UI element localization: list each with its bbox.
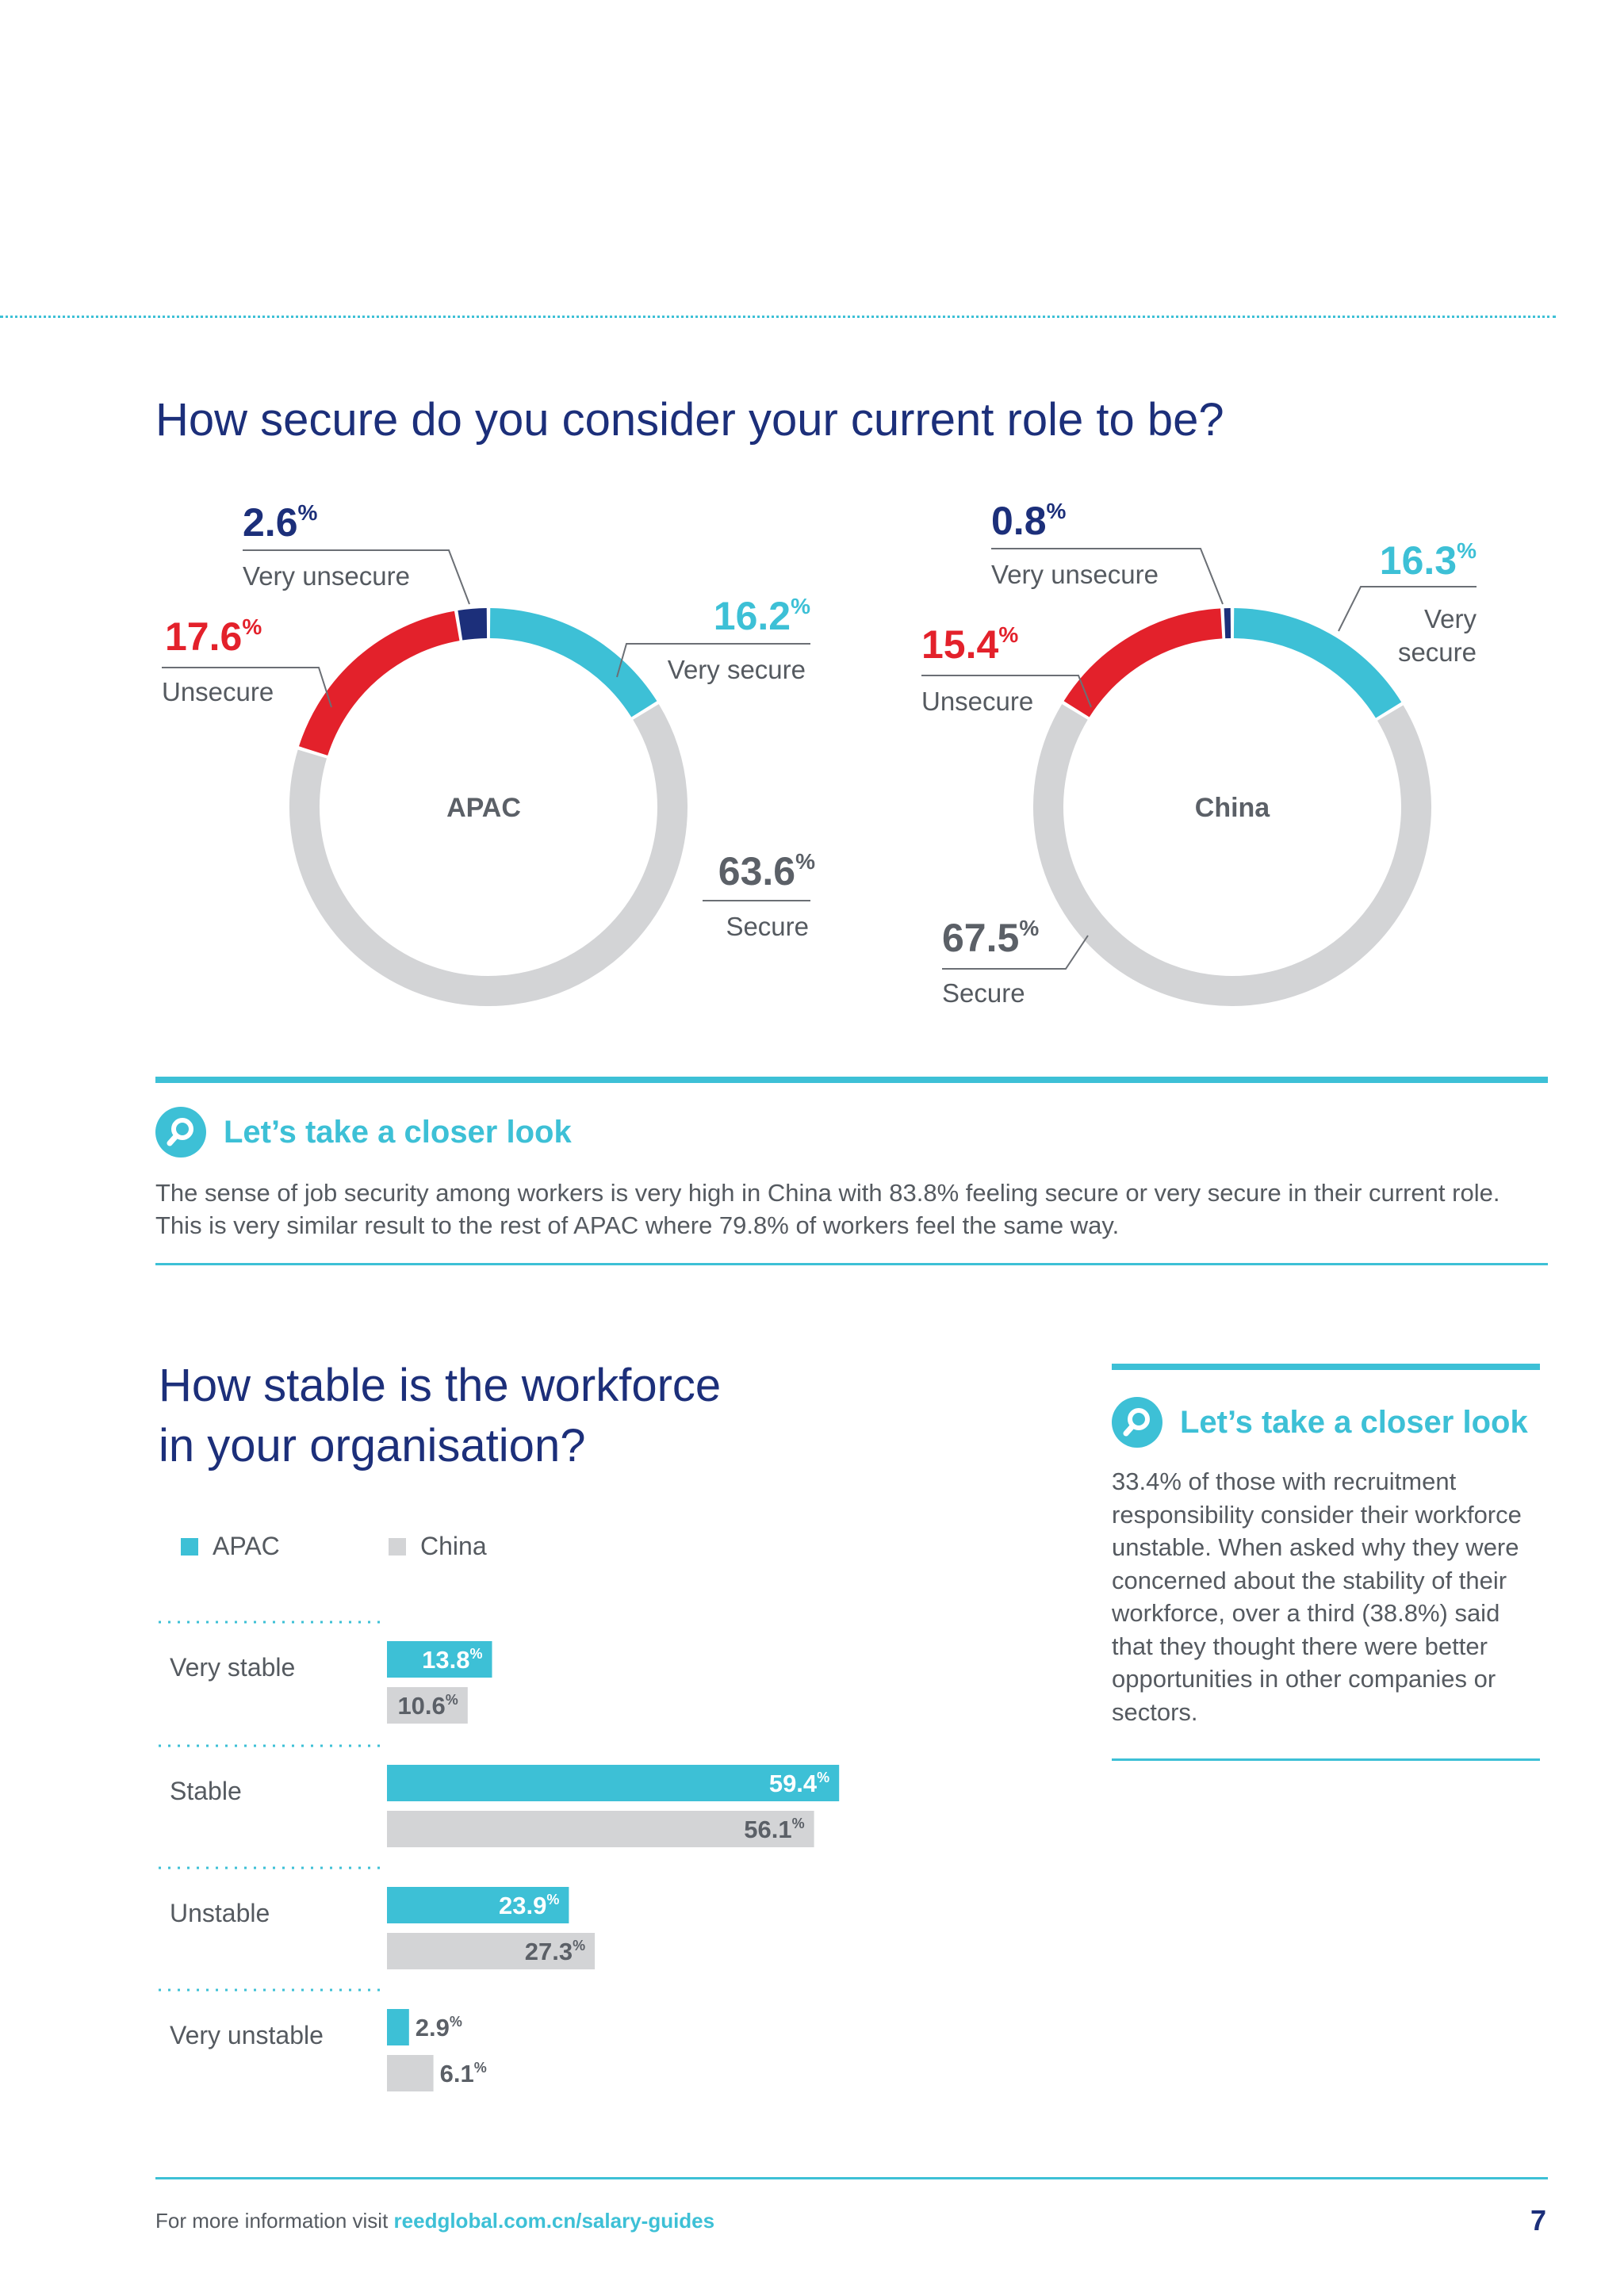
- donut-slice-secure: [1048, 712, 1416, 991]
- closer-look2-bottom-rule: [1112, 1758, 1540, 1761]
- bar-group-unstable: [159, 1868, 595, 1969]
- bar-group-very-unstable: [159, 1990, 487, 2091]
- legend-swatch-apac: [181, 1538, 198, 1556]
- bar-value-china-unstable: 27.3%: [524, 1938, 586, 1965]
- closer-look-heading-security: [155, 1107, 572, 1158]
- closer-look-body-stability: 33.4% of those with recruitment responsibility consider their workforce unstable. When asked why they were concerned about the stability of their workforce, over a third (38.8%) said that they thought there were better opportunities in other companies or sectors.: [1112, 1468, 1522, 1726]
- stability-title-line1: How stable is the workforce: [159, 1360, 722, 1411]
- bar-apac-very-unstable: [387, 2009, 409, 2045]
- footer-rule: [155, 2177, 1548, 2179]
- legend-swatch-china: [389, 1538, 406, 1556]
- donut-china: [921, 499, 1477, 1008]
- bar-value-china-stable: 56.1%: [744, 1816, 805, 1843]
- slice-value-secure: 67.5%: [942, 916, 1040, 960]
- slice-label-very-secure: Very secure: [667, 655, 806, 684]
- closer-look-heading-stability: [1112, 1397, 1528, 1448]
- bar-value-apac-very-stable: 13.8%: [422, 1646, 483, 1674]
- page-number: 7: [1530, 2204, 1547, 2237]
- workforce-stability-bar-chart: [0, 1601, 952, 2093]
- slice-value-unsecure: 17.6%: [165, 614, 262, 659]
- bar-value-china-very-stable: 10.6%: [397, 1692, 458, 1720]
- bar-value-apac-unstable: 23.9%: [499, 1892, 560, 1919]
- donut-slice-unsecure: [313, 626, 457, 751]
- donut-center-label: APAC: [446, 793, 521, 823]
- donut-charts: [0, 0, 1624, 1047]
- slice-label-very-secure-line2: secure: [1397, 637, 1477, 667]
- slice-value-very-secure: 16.3%: [1379, 538, 1477, 583]
- bar-value-apac-very-unstable: 2.9%: [415, 2014, 462, 2042]
- bar-legend-china: [389, 1532, 487, 1561]
- donut-slice-secure: [304, 712, 672, 991]
- security-question-title: How secure do you consider your current role to be?: [155, 394, 1224, 446]
- bar-group-very-stable: [159, 1622, 492, 1724]
- category-label-unstable: Unstable: [170, 1899, 270, 1927]
- slice-label-unsecure: Unsecure: [921, 687, 1034, 716]
- bar-value-apac-stable: 59.4%: [768, 1770, 830, 1797]
- category-label-very-stable: Very stable: [170, 1653, 296, 1682]
- slice-value-very-secure: 16.2%: [713, 594, 810, 638]
- footer-info: [155, 2209, 714, 2233]
- magnifier-icon: [155, 1107, 206, 1158]
- bar-value-china-very-unstable: 6.1%: [439, 2060, 487, 2087]
- slice-label-secure: Secure: [942, 978, 1025, 1008]
- donut-apac: [162, 500, 815, 991]
- closer-look-top-rule: [155, 1077, 1548, 1083]
- slice-value-secure: 63.6%: [718, 849, 815, 894]
- slice-value-unsecure: 15.4%: [921, 622, 1019, 667]
- closer-look-body-security: The sense of job security among workers is very high in China with 83.8% feeling secure or very secure in their current role. This is very similar result to the rest of APAC where 79.8% of workers feel the same way.: [155, 1179, 1500, 1239]
- footer-link[interactable]: reedglobal.com.cn/salary-guides: [393, 2209, 715, 2233]
- donut-slice-very-secure: [1234, 623, 1388, 710]
- slice-value-very-unsecure: 2.6%: [243, 500, 318, 545]
- slice-value-very-unsecure: 0.8%: [991, 499, 1067, 543]
- footer-prefix: For more information visit: [155, 2209, 394, 2233]
- magnifier-icon: [1112, 1397, 1162, 1448]
- slice-label-very-secure: Very: [1423, 604, 1477, 633]
- stability-title-line2: in your organisation?: [159, 1420, 586, 1471]
- category-label-very-unstable: Very unstable: [170, 2021, 324, 2049]
- bar-china-very-unstable: [387, 2055, 434, 2091]
- slice-label-very-unsecure: Very unsecure: [991, 560, 1159, 589]
- closer-look-bottom-rule: [155, 1263, 1548, 1265]
- closer-look2-top-rule: [1112, 1364, 1540, 1370]
- legend-label-apac: APAC: [213, 1532, 280, 1560]
- donut-center-label: China: [1194, 793, 1270, 823]
- bar-legend-apac: [181, 1532, 280, 1561]
- donut-slice-very-unsecure: [460, 623, 487, 626]
- bar-group-stable: [159, 1746, 839, 1847]
- stability-question-title: [159, 1356, 721, 1476]
- donut-slice-very-secure: [490, 623, 644, 709]
- closer-look-heading-text: Let’s take a closer look: [224, 1114, 572, 1150]
- slice-label-unsecure: Unsecure: [162, 677, 274, 706]
- legend-label-china: China: [420, 1532, 487, 1560]
- closer-look2-heading-text: Let’s take a closer look: [1180, 1404, 1528, 1440]
- donut-slice-unsecure: [1077, 623, 1222, 709]
- slice-label-secure: Secure: [726, 912, 809, 941]
- category-label-stable: Stable: [170, 1777, 242, 1805]
- slice-label-very-unsecure: Very unsecure: [243, 561, 410, 591]
